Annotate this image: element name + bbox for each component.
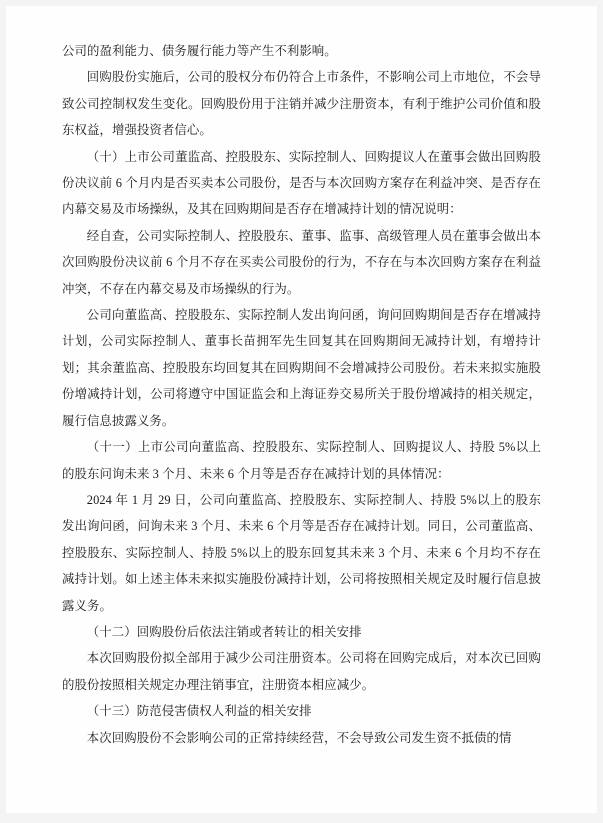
paragraph-repurchase-effect: 回购股份实施后，公司的股权分布仍符合上市条件，不影响公司上市地位，不会导致公司控制权发生变化。回购股份用于注销并减少注册资本，有利于维护公司价值和股东权益，增强投资者信心。 <box>62 70 541 138</box>
document-body <box>62 38 541 751</box>
paragraph-self-inspection: 经自查，公司实际控制人、控股股东、董事、监事、高级管理人员在董事会做出本次回购股份决议前 6 个月不存在买卖公司股份的行为，不存在与本次回购方案存在利益冲突，不存在内幕交易及市场操纵的行为。 <box>62 228 541 296</box>
paragraph-inquiry-date-detail: 2024 年 1 月 29 日，公司向董监高、控股股东、实际控制人、持股 5%以上的股东发出询问函，问询未来 3 个月、未来 6 个月等是否存在减持计划。同日，公司董监高、控股股东、实际控制人、持股 5%以上的股东回复其未来 3 个月、未来 6 个月均不存在减持计划。如上述主体未来拟实施股份减持计划，公司将按照相关规定及时履行信息披露义务。 <box>62 492 541 613</box>
paragraph-cancellation-arrangement: 本次回购股份拟全部用于减少公司注册资本。公司将在回购完成后，对本次已回购的股份按照相关规定办理注销事宜，注册资本相应减少。 <box>62 651 541 692</box>
page-edge-right <box>597 0 603 823</box>
paragraph-section-thirteen-heading: （十三）防范侵害债权人利益的相关安排 <box>86 704 312 719</box>
page-edge-left <box>0 0 6 823</box>
paragraph-section-twelve-heading: （十二）回购股份后依法注销或者转让的相关安排 <box>86 624 362 639</box>
paragraph-section-eleven-heading: （十一）上市公司向董监高、控股股东、实际控制人、回购提议人、持股 5%以上的股东问询未来 3 个月、未来 6 个月等是否存在减持计划的具体情况： <box>62 440 541 481</box>
paragraph-inquiry-letter: 公司向董监高、控股股东、实际控制人发出询问函，询问回购期间是否存在增减持计划，公司实际控制人、董事长苗拥军先生回复其在回购期间无减持计划，有增持计划；其余董监高、控股股东均回复其在回购期间不会增减持公司股份。若未来拟实施股份增减持计划，公司将遵守中国证监会和上海证券交易所关于股份增减持的相关规定，履行信息披露义务。 <box>62 308 541 428</box>
page-edge-top <box>0 0 603 6</box>
paragraph-section-ten-heading: （十）上市公司董监高、控股股东、实际控制人、回购提议人在董事会做出回购股份决议前 6 个月内是否买卖本公司股份，是否与本次回购方案存在利益冲突、是否存在内幕交易及市场操纵，及其在回购期间是否存在增减持计划的情况说明： <box>62 149 541 217</box>
paragraph-continuation: 公司的盈利能力、债务履行能力等产生不利影响。 <box>62 44 337 58</box>
paragraph-creditor-protection: 本次回购股份不会影响公司的正常持续经营，不会导致公司发生资不抵债的情 <box>86 730 512 745</box>
page-edge-bottom <box>0 813 603 823</box>
